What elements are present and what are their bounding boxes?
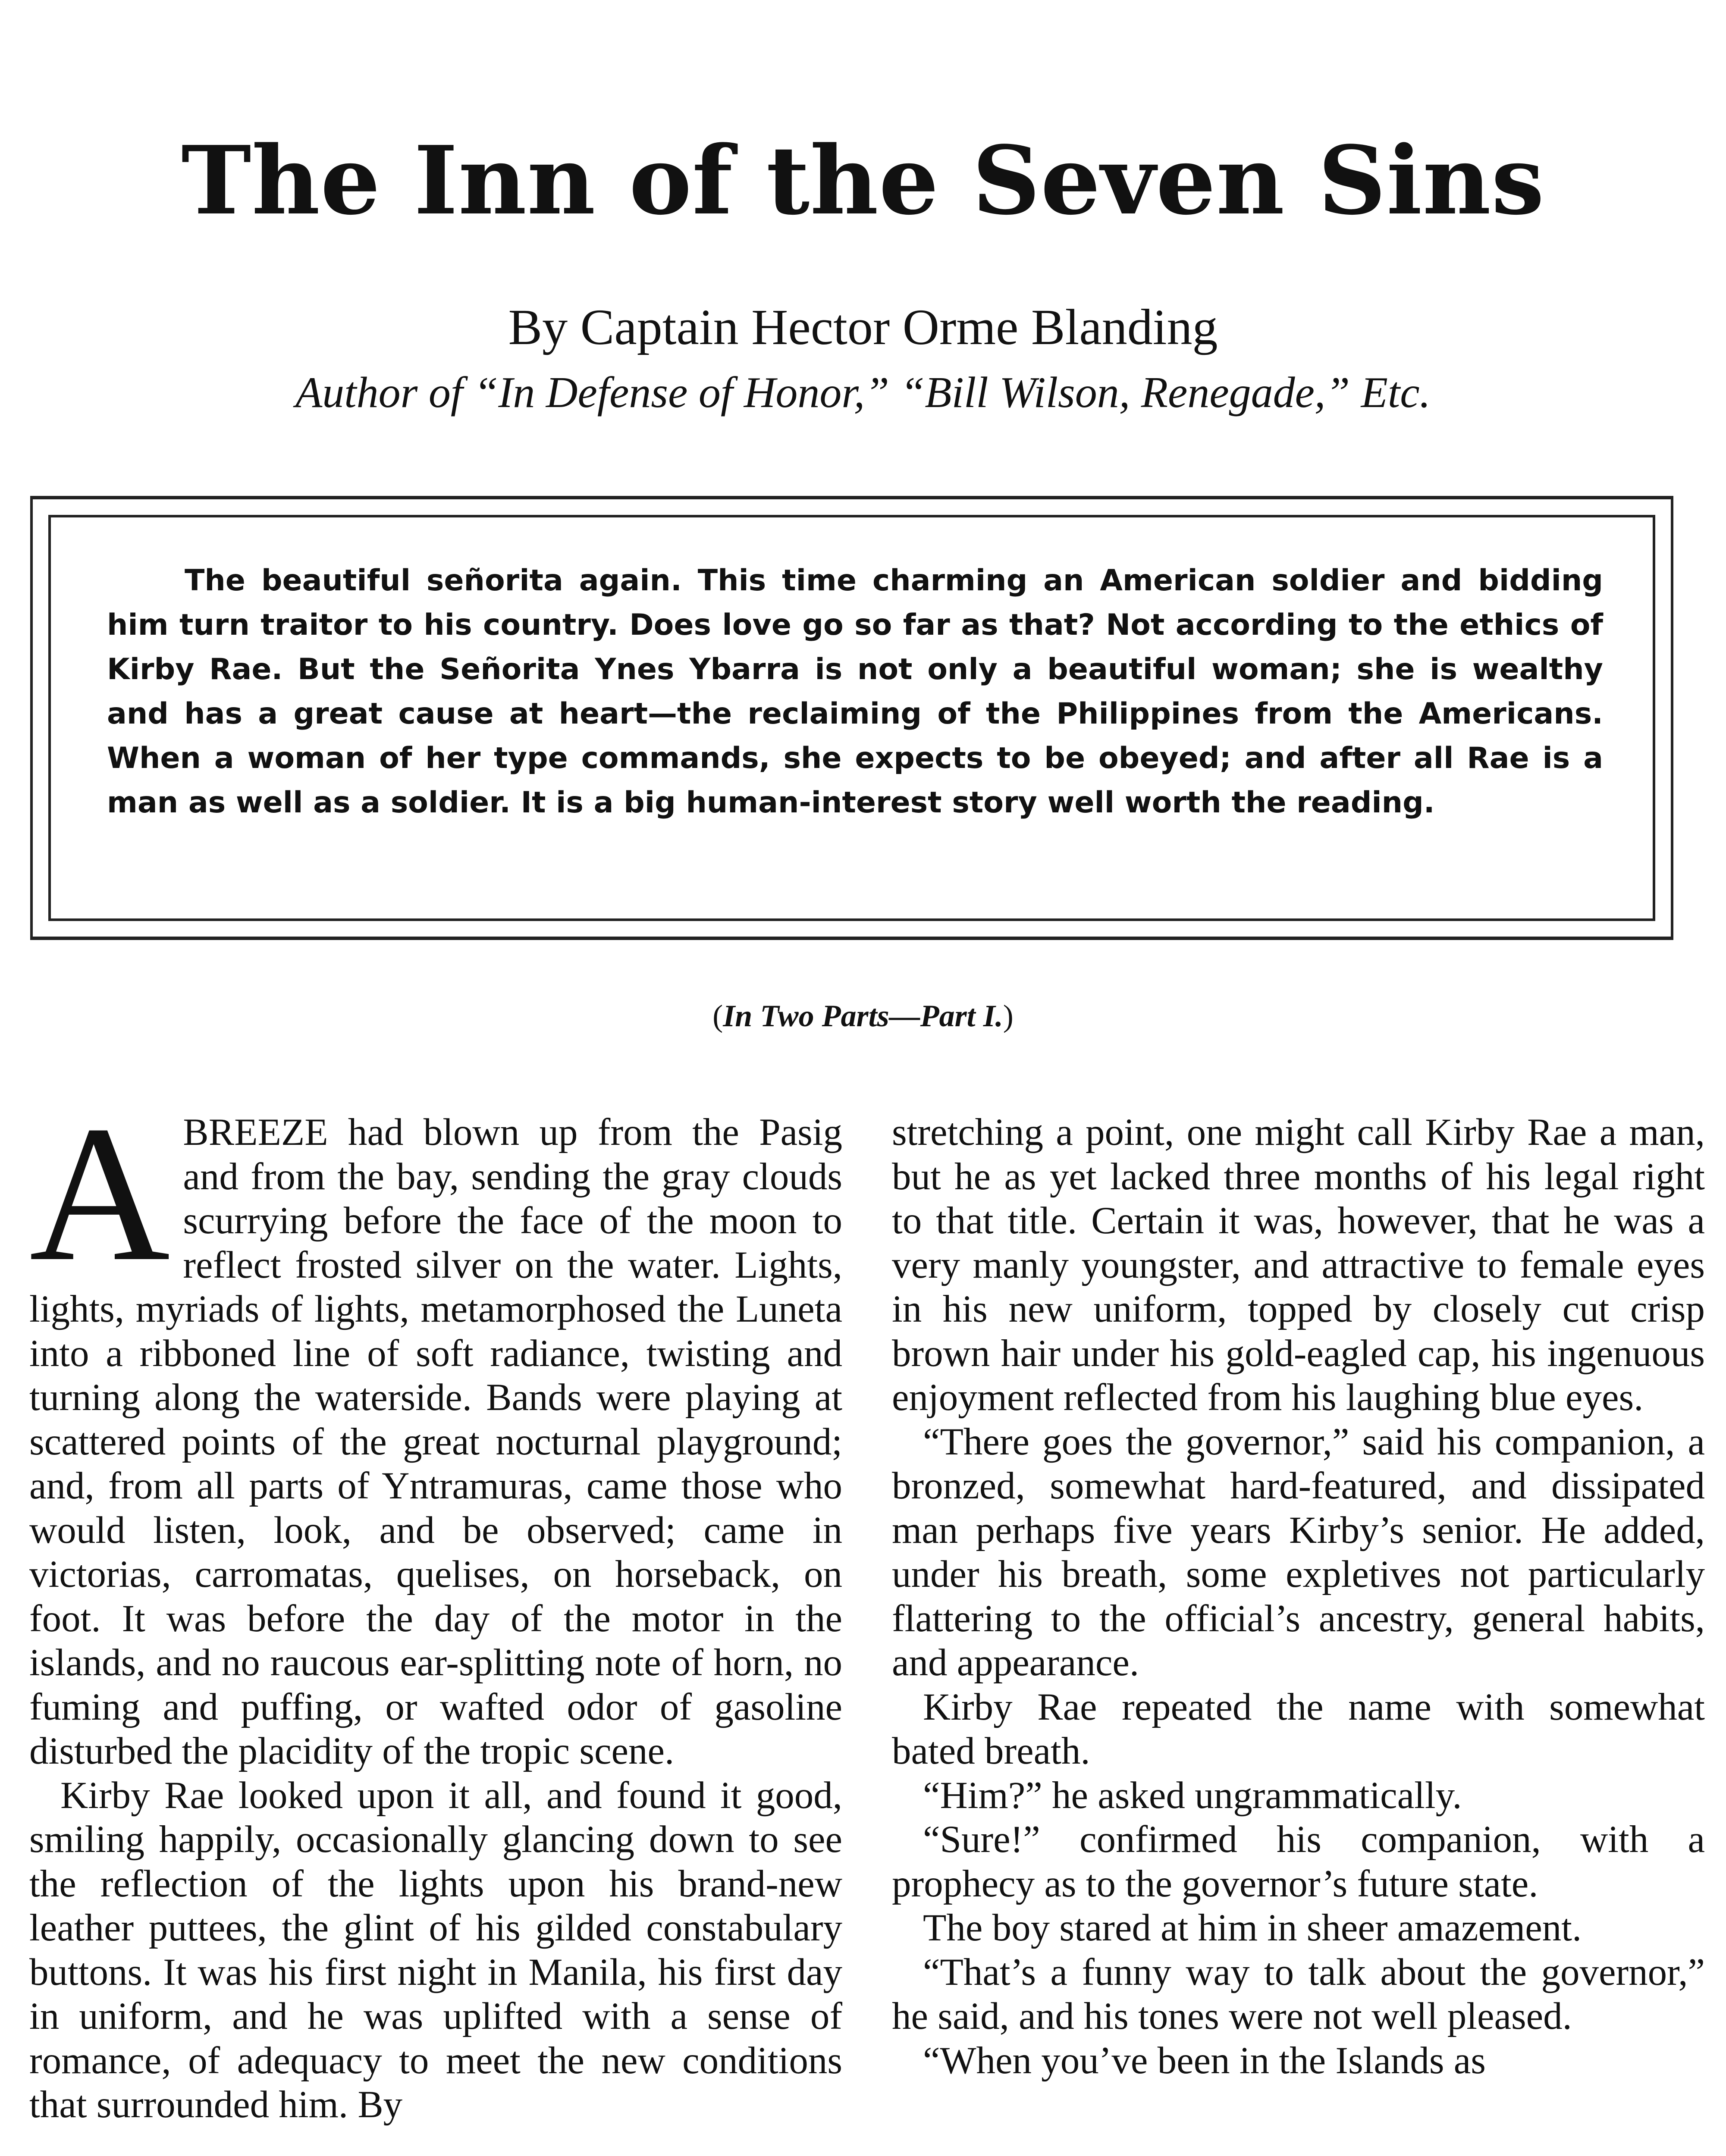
- paragraph: Kirby Rae looked upon it all, and found it good, smiling happily, occasionally glancing down to see the reflection of the lights upon his brand-new leather puttees, the glint of his gilded constabulary buttons. It was his first night in Manila, his first day in uniform, and he was uplifted with a sense of romance, of adequacy to meet the new conditions that surrounded him. By: [29, 1774, 842, 2126]
- paragraph-text: BREEZE had blown up from the Pasig and from the bay, sending the gray clouds scurrying before the face of the moon to reflect frosted silver on the water. Lights, lights, myriads of lights, metamorphosed the Luneta into a ribboned line of soft radiance, twisting and turning along the waterside. Bands were playing at scattered points of the great nocturnal playground; and, from all parts of Yntramuras, came those who would listen, look, and be observed; came in victorias, carromatas, quelises, on horseback, on foot. It was before the day of the motor in the islands, and no raucous ear-splitting note of horn, no fuming and puffing, or wafted odor of gasoline disturbed the placidity of the tropic scene.: [29, 1111, 842, 1772]
- byline: By Captain Hector Orme Blanding: [508, 299, 1218, 355]
- part-notice: [0, 1000, 1726, 1031]
- paragraph: “Sure!” confirmed his companion, with a prophecy as to the governor’s future state.: [892, 1818, 1705, 1905]
- column-left: [29, 1085, 842, 2127]
- blurb-box: [30, 496, 1673, 940]
- part-notice-close-paren: ): [1003, 999, 1014, 1033]
- paragraph: “That’s a funny way to talk about the governor,” he said, and his tones were not well pleased.: [892, 1951, 1705, 2037]
- column-right: [892, 1110, 1705, 2083]
- drop-cap: A: [29, 1085, 170, 1301]
- author-credits: Author of “In Defense of Honor,” “Bill Wilson, Renegade,” Etc.: [295, 368, 1431, 417]
- blurb-text: The beautiful señorita again. This time charming an American soldier and bidding him turn traitor to his country. Does love go so far as that? Not according to the ethics of Kirby Rae. But the Señorita Ynes Ybarra is not only a beautiful woman; she is wealthy and has a great cause at heart—the reclaiming of the Philippines from the Americans. When a woman of her type commands, she expects to be obeyed; and after all Rae is a man as well as a soldier. It is a big human-interest story well worth the reading.: [107, 564, 1603, 820]
- paragraph: Kirby Rae repeated the name with somewhat bated breath.: [892, 1686, 1705, 1772]
- story-title: The Inn of the Seven Sins: [181, 125, 1545, 236]
- paragraph: stretching a point, one might call Kirby Rae a man, but he as yet lacked three months of his legal right to that title. Certain it was, however, that he was a very manly youngster, and attractive to female eyes in his new uniform, topped by closely cut crisp brown hair under his gold-eagled cap, his ingenuous enjoyment reflected from his laughing blue eyes.: [892, 1111, 1705, 1419]
- part-notice-open-paren: (: [712, 999, 723, 1033]
- paragraph: “There goes the governor,” said his companion, a bronzed, somewhat hard-featured, and dissipated man perhaps five years Kirby’s senior. He added, under his breath, some expletives not particularly flattering to the official’s ancestry, general habits, and appearance.: [892, 1420, 1705, 1684]
- paragraph: “When you’ve been in the Islands as: [923, 2039, 1486, 2082]
- part-notice-text: In Two Parts—Part I.: [723, 999, 1003, 1033]
- blurb-box-inner: [48, 515, 1655, 921]
- paragraph: [29, 1085, 842, 1774]
- paragraph: “Him?” he asked ungrammatically.: [923, 1774, 1462, 1817]
- paragraph: The boy stared at him in sheer amazement.: [923, 1907, 1582, 1949]
